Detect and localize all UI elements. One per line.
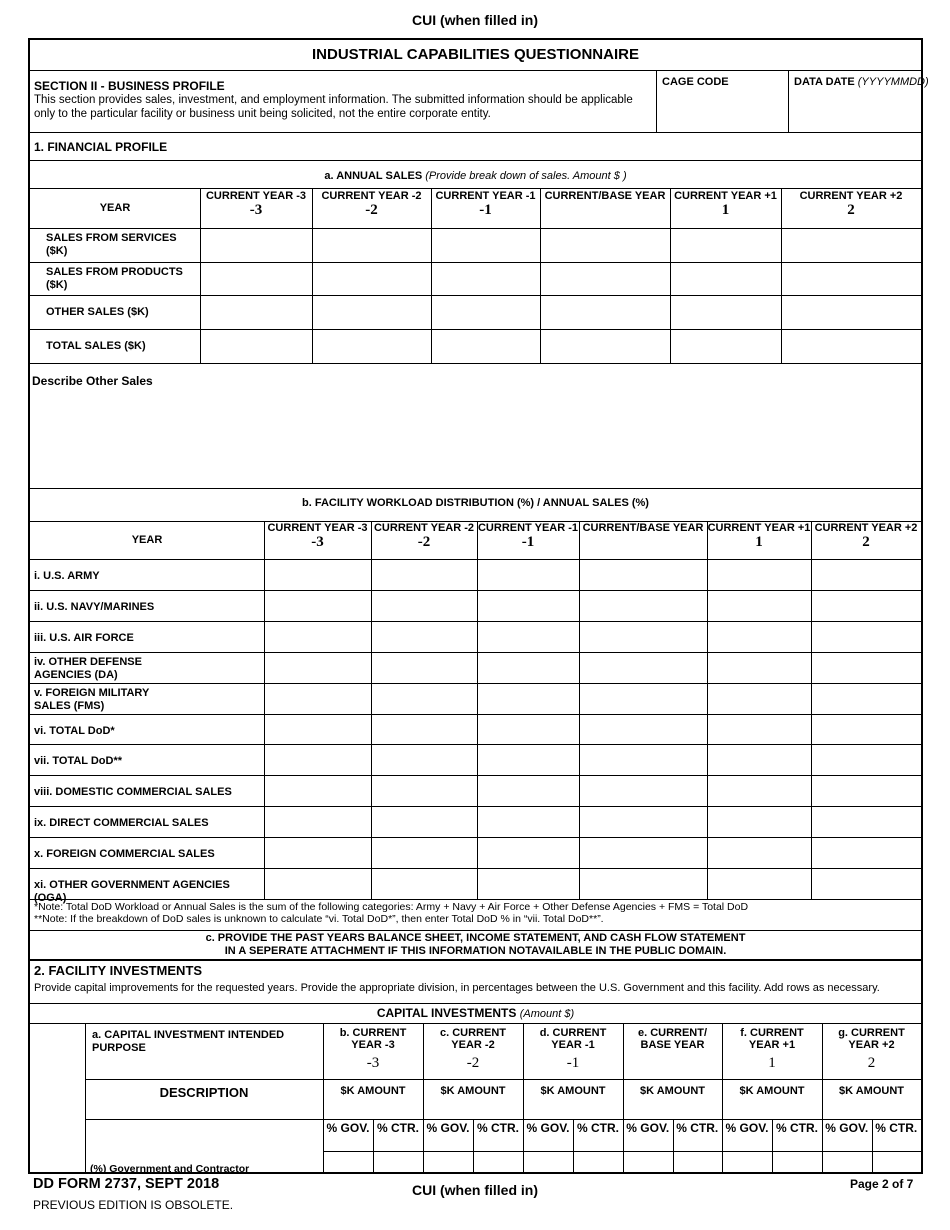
sales-row-label-3: TOTAL SALES ($K) <box>46 340 146 352</box>
sales-col-header-3 <box>540 190 670 228</box>
workload-cell[interactable] <box>812 745 920 774</box>
ctr-pct-field[interactable] <box>773 1153 821 1167</box>
workload-col-header-4 <box>707 522 811 558</box>
obsolete-note: PREVIOUS EDITION IS OBSOLETE. <box>33 1198 234 1212</box>
invest-col-label-1: f. CURRENT <box>740 1027 804 1039</box>
workload-cell[interactable] <box>478 622 578 651</box>
sales-cell[interactable] <box>201 229 311 261</box>
sales-cell[interactable] <box>541 330 669 362</box>
workload-cell[interactable] <box>372 869 476 898</box>
workload-cell[interactable] <box>812 715 920 744</box>
invest-col-label-2: YEAR -1 <box>551 1039 595 1051</box>
invest-col-num: -2 <box>466 1055 480 1071</box>
sales-cell[interactable] <box>541 296 669 328</box>
amount-field[interactable] <box>723 1101 821 1117</box>
workload-row-label-4: v. FOREIGN MILITARY SALES (FMS) <box>34 686 150 712</box>
sales-cell[interactable] <box>432 330 539 362</box>
workload-cell[interactable] <box>812 776 920 805</box>
workload-col-label: CURRENT YEAR -1 <box>477 522 579 534</box>
ctr-pct-header: % CTR. <box>776 1121 818 1135</box>
workload-cell[interactable] <box>580 622 706 651</box>
workload-cell[interactable] <box>478 653 578 682</box>
ctr-pct-field[interactable] <box>374 1153 422 1167</box>
describe-other-sales-field[interactable] <box>32 390 918 486</box>
sales-row-label-2: OTHER SALES ($K) <box>46 306 149 318</box>
workload-col-label: CURRENT YEAR +2 <box>814 522 918 534</box>
sales-row-label-0: SALES FROM SERVICES ($K) <box>46 232 177 257</box>
workload-notes <box>34 901 914 925</box>
amount-field[interactable] <box>424 1101 522 1117</box>
invest-col-label-2: YEAR -3 <box>351 1039 395 1051</box>
workload-cell[interactable] <box>812 838 920 867</box>
workload-cell[interactable] <box>580 776 706 805</box>
workload-col-header-1 <box>371 522 477 558</box>
workload-col-num: -3 <box>311 534 324 550</box>
workload-cell[interactable] <box>580 869 706 898</box>
form-frame <box>28 38 929 1175</box>
workload-cell[interactable] <box>580 591 706 620</box>
sales-col-header-2 <box>431 190 540 228</box>
workload-cell[interactable] <box>372 591 476 620</box>
workload-cell[interactable] <box>265 591 370 620</box>
invest-col-num: 1 <box>768 1055 776 1071</box>
gov-pct-field[interactable] <box>424 1153 472 1167</box>
section-header <box>34 79 649 121</box>
workload-cell[interactable] <box>708 653 810 682</box>
page-number: Page 2 of 7 <box>850 1177 914 1191</box>
sales-col-num: -1 <box>479 202 492 218</box>
sales-col-label: CURRENT/BASE YEAR <box>544 190 666 202</box>
sales-cell[interactable] <box>313 263 430 294</box>
workload-cell[interactable] <box>708 715 810 744</box>
gov-pct-field[interactable] <box>324 1153 372 1167</box>
note-unknown-dod: **Note: If the breakdown of DoD sales is unknown to calculate “vi. Total DoD*”, then enter Total DoD % in “vii. Total DoD**”. <box>34 913 604 925</box>
workload-table <box>30 521 921 904</box>
workload-cell[interactable] <box>478 560 578 589</box>
purpose-header: a. CAPITAL INVESTMENT INTENDED PURPOSE <box>92 1029 285 1054</box>
workload-cell[interactable] <box>708 869 810 898</box>
financial-profile-heading: 1. FINANCIAL PROFILE <box>34 140 168 154</box>
ctr-pct-header: % CTR. <box>377 1121 419 1135</box>
capital-investments-heading: CAPITAL INVESTMENTS (Amount $) <box>376 1006 575 1020</box>
sales-cell[interactable] <box>671 330 780 362</box>
describe-other-sales-label: Describe Other Sales <box>32 374 153 388</box>
invest-col-num: -1 <box>566 1055 580 1071</box>
invest-col-num: 2 <box>867 1055 876 1071</box>
workload-cell[interactable] <box>265 776 370 805</box>
invest-col-label-2: YEAR +2 <box>848 1039 895 1051</box>
workload-row-label-6: vii. TOTAL DoD** <box>34 755 123 768</box>
form-id: DD FORM 2737, SEPT 2018 <box>33 1176 220 1192</box>
ctr-pct-header: % CTR. <box>676 1121 719 1135</box>
workload-cell[interactable] <box>812 807 920 836</box>
sales-cell[interactable] <box>201 296 311 328</box>
workload-cell[interactable] <box>265 560 370 589</box>
sales-cell[interactable] <box>782 330 920 362</box>
workload-cell[interactable] <box>478 591 578 620</box>
workload-cell[interactable] <box>265 622 370 651</box>
workload-cell[interactable] <box>372 715 476 744</box>
workload-cell[interactable] <box>372 622 476 651</box>
gov-pct-header: % GOV. <box>825 1121 869 1135</box>
sales-cell[interactable] <box>782 263 920 294</box>
amount-header: $K AMOUNT <box>340 1085 406 1097</box>
sales-col-label: CURRENT YEAR -1 <box>435 190 536 202</box>
gov-ctr-row-label: (%) Government and Contractor <box>90 1163 250 1175</box>
ctr-pct-header: % CTR. <box>875 1121 918 1135</box>
invest-col-label-1: d. CURRENT <box>539 1027 607 1039</box>
workload-cell[interactable] <box>708 684 810 713</box>
workload-cell[interactable] <box>265 807 370 836</box>
amount-header: $K AMOUNT <box>640 1085 705 1097</box>
data-date-label: DATA DATE (YYYYMMDD) <box>794 76 929 88</box>
ctr-pct-field[interactable] <box>873 1153 921 1167</box>
workload-cell[interactable] <box>478 838 578 867</box>
cage-code-field[interactable] <box>662 90 782 130</box>
cui-header: CUI (when filled in) <box>412 12 538 28</box>
workload-row-label-2: iii. U.S. AIR FORCE <box>34 631 134 644</box>
workload-row-label-10: xi. OTHER GOVERNMENT AGENCIES (OGA) <box>34 879 230 904</box>
sales-cell[interactable] <box>782 229 920 261</box>
amount-header: $K AMOUNT <box>540 1085 606 1097</box>
workload-cell[interactable] <box>580 560 706 589</box>
workload-cell[interactable] <box>372 653 476 682</box>
invest-col-num: -3 <box>366 1055 380 1071</box>
sales-col-header-0 <box>200 190 312 228</box>
sales-col-header-1 <box>312 190 431 228</box>
workload-cell[interactable] <box>708 807 810 836</box>
ctr-pct-field[interactable] <box>674 1153 722 1167</box>
workload-col-header-5 <box>811 522 921 558</box>
workload-cell[interactable] <box>372 776 476 805</box>
gov-pct-field[interactable] <box>524 1153 572 1167</box>
invest-col-label-1: e. CURRENT/ <box>637 1027 708 1039</box>
sales-col-label: CURRENT YEAR -2 <box>321 190 422 202</box>
workload-col-num: -2 <box>417 534 431 550</box>
gov-pct-header: % GOV. <box>326 1121 370 1135</box>
workload-col-label: CURRENT YEAR +1 <box>707 522 811 534</box>
invest-col-header-0 <box>323 1027 423 1073</box>
invest-col-label-1: c. CURRENT <box>439 1027 506 1039</box>
sales-row-label-1: SALES FROM PRODUCTS ($K) <box>46 265 183 291</box>
workload-col-header-3 <box>579 522 707 558</box>
workload-cell[interactable] <box>265 653 370 682</box>
workload-heading: b. FACILITY WORKLOAD DISTRIBUTION (%) / ANNUAL SALES (%) <box>302 497 649 509</box>
workload-row-label-9: x. FOREIGN COMMERCIAL SALES <box>34 848 215 861</box>
workload-cell[interactable] <box>265 745 370 774</box>
gov-pct-header: % GOV. <box>526 1121 570 1135</box>
workload-cell[interactable] <box>580 653 706 682</box>
form-title: INDUSTRIAL CAPABILITIES QUESTIONNAIRE <box>312 46 639 63</box>
invest-col-label-1: b. CURRENT <box>339 1027 407 1039</box>
sales-cell[interactable] <box>432 263 539 294</box>
workload-cell[interactable] <box>372 745 476 774</box>
workload-cell[interactable] <box>478 776 578 805</box>
workload-col-label: CURRENT YEAR -3 <box>267 522 368 534</box>
workload-row-label-0: i. U.S. ARMY <box>34 570 100 582</box>
year-header: YEAR <box>99 202 131 214</box>
sales-cell[interactable] <box>671 296 780 328</box>
sales-cell[interactable] <box>201 263 311 294</box>
ctr-pct-header: % CTR. <box>577 1121 619 1135</box>
workload-row-label-1: ii. U.S. NAVY/MARINES <box>34 600 155 613</box>
cui-footer: CUI (when filled in) <box>412 1182 538 1198</box>
sales-col-num: 2 <box>847 202 855 218</box>
workload-cell[interactable] <box>812 591 920 620</box>
workload-cell[interactable] <box>372 807 476 836</box>
invest-col-label-2: YEAR -2 <box>451 1039 495 1051</box>
workload-cell[interactable] <box>372 560 476 589</box>
annual-sales-heading: a. ANNUAL SALES (Provide break down of sales. Amount $ ) <box>324 170 627 182</box>
workload-col-num: 2 <box>862 534 870 550</box>
workload-cell[interactable] <box>265 869 370 898</box>
workload-col-header-2 <box>477 522 579 558</box>
cage-code-label: CAGE CODE <box>662 76 729 88</box>
gov-pct-field[interactable] <box>823 1153 871 1167</box>
workload-year-header: YEAR <box>131 534 163 546</box>
invest-col-label-2: YEAR +1 <box>748 1039 796 1051</box>
workload-cell[interactable] <box>478 715 578 744</box>
workload-cell[interactable] <box>708 622 810 651</box>
workload-cell[interactable] <box>708 591 810 620</box>
workload-row-label-7: viii. DOMESTIC COMMERCIAL SALES <box>34 786 232 799</box>
ctr-pct-header: % CTR. <box>477 1121 519 1135</box>
workload-cell[interactable] <box>708 838 810 867</box>
gov-pct-header: % GOV. <box>426 1121 470 1135</box>
amount-field[interactable] <box>823 1101 920 1117</box>
facility-investments-desc: Provide capital improvements for the requested years. Provide the appropriate division, in percentages between the U.S. Government and this facility. Add rows as necessary. <box>34 982 880 994</box>
sales-col-header-4 <box>670 190 781 228</box>
sales-cell[interactable] <box>313 296 430 328</box>
sales-col-label: CURRENT YEAR +1 <box>674 190 777 202</box>
workload-cell[interactable] <box>478 807 578 836</box>
sales-cell[interactable] <box>671 229 780 261</box>
sales-col-label: CURRENT YEAR -3 <box>205 190 307 202</box>
sales-cell[interactable] <box>432 296 539 328</box>
note-total-dod: *Note: Total DoD Workload or Annual Sales is the sum of the following categories: Army + Navy + Air Force + Other Defense Agencies + FMS = Total DoD <box>34 901 749 913</box>
gov-pct-header: % GOV. <box>626 1121 670 1135</box>
invest-col-header-4 <box>722 1027 822 1073</box>
workload-cell[interactable] <box>478 684 578 713</box>
workload-cell[interactable] <box>580 745 706 774</box>
gov-pct-field[interactable] <box>723 1153 771 1167</box>
invest-col-label-2: BASE YEAR <box>640 1039 705 1051</box>
workload-cell[interactable] <box>580 684 706 713</box>
workload-cell[interactable] <box>372 838 476 867</box>
sales-col-label: CURRENT YEAR +2 <box>799 190 903 202</box>
ctr-pct-field[interactable] <box>574 1153 622 1167</box>
description-field[interactable] <box>88 1101 320 1147</box>
annual-sales-table <box>30 188 921 366</box>
sales-cell[interactable] <box>541 229 669 261</box>
gov-pct-header: % GOV. <box>725 1121 769 1135</box>
invest-col-header-2 <box>523 1027 623 1073</box>
sales-cell[interactable] <box>671 263 780 294</box>
section-description: This section provides sales, investment, and employment information. The submitted information should be applicable only to the particular facility or business unit being solicited, not the entire corporate entity. <box>34 94 633 120</box>
facility-investments-heading: 2. FACILITY INVESTMENTS <box>34 963 203 978</box>
workload-cell[interactable] <box>708 745 810 774</box>
sales-cell[interactable] <box>201 330 311 362</box>
sales-cell[interactable] <box>782 296 920 328</box>
workload-col-header-0 <box>264 522 371 558</box>
workload-col-label: CURRENT YEAR -2 <box>373 522 475 534</box>
workload-cell[interactable] <box>812 653 920 682</box>
invest-col-header-5 <box>822 1027 921 1073</box>
sales-col-num: 1 <box>721 202 730 218</box>
workload-cell[interactable] <box>812 622 920 651</box>
amount-field[interactable] <box>324 1101 422 1117</box>
amount-field[interactable] <box>624 1101 721 1117</box>
invest-col-header-3 <box>623 1027 722 1053</box>
amount-header: $K AMOUNT <box>440 1085 506 1097</box>
workload-cell[interactable] <box>812 560 920 589</box>
workload-cell[interactable] <box>812 869 920 898</box>
workload-cell[interactable] <box>708 560 810 589</box>
workload-row-label-5: vi. TOTAL DoD* <box>34 724 115 737</box>
sales-cell[interactable] <box>432 229 539 261</box>
section-title: SECTION II - BUSINESS PROFILE <box>34 79 225 93</box>
sales-cell[interactable] <box>313 229 430 261</box>
workload-col-label: CURRENT/BASE YEAR <box>582 522 704 534</box>
workload-cell[interactable] <box>265 838 370 867</box>
sales-cell[interactable] <box>541 263 669 294</box>
workload-cell[interactable] <box>372 684 476 713</box>
sales-col-num: -3 <box>249 202 263 218</box>
provide-statements: c. PROVIDE THE PAST YEARS BALANCE SHEET, INCOME STATEMENT, AND CASH FLOW STATEMENT IN A SEPERATE ATTACHMENT IF THIS INFORMATION NOTAVAILABLE IN THE PUBLIC DOMAIN. <box>205 932 746 957</box>
data-date-field[interactable] <box>794 90 920 130</box>
workload-cell[interactable] <box>708 776 810 805</box>
sales-cell[interactable] <box>313 330 430 362</box>
workload-col-num: 1 <box>755 534 763 550</box>
ctr-pct-field[interactable] <box>474 1153 522 1167</box>
sales-col-header-5 <box>781 190 921 228</box>
workload-cell[interactable] <box>580 807 706 836</box>
workload-cell[interactable] <box>580 838 706 867</box>
workload-cell[interactable] <box>478 745 578 774</box>
gov-pct-field[interactable] <box>624 1153 672 1167</box>
capital-investments-table <box>30 1023 921 1174</box>
amount-field[interactable] <box>524 1101 622 1117</box>
workload-col-num: -1 <box>521 534 535 550</box>
invest-col-header-1 <box>423 1027 523 1073</box>
workload-cell[interactable] <box>478 869 578 898</box>
invest-col-label-1: g. CURRENT <box>838 1027 905 1039</box>
workload-cell[interactable] <box>580 715 706 744</box>
workload-cell[interactable] <box>265 684 370 713</box>
amount-header: $K AMOUNT <box>739 1085 805 1097</box>
workload-cell[interactable] <box>812 684 920 713</box>
amount-header: $K AMOUNT <box>839 1085 904 1097</box>
workload-row-label-3: iv. OTHER DEFENSE AGENCIES (DA) <box>34 655 142 681</box>
workload-row-label-8: ix. DIRECT COMMERCIAL SALES <box>34 817 209 830</box>
workload-cell[interactable] <box>265 715 370 744</box>
description-header: DESCRIPTION <box>159 1085 249 1100</box>
sales-col-num: -2 <box>365 202 378 218</box>
